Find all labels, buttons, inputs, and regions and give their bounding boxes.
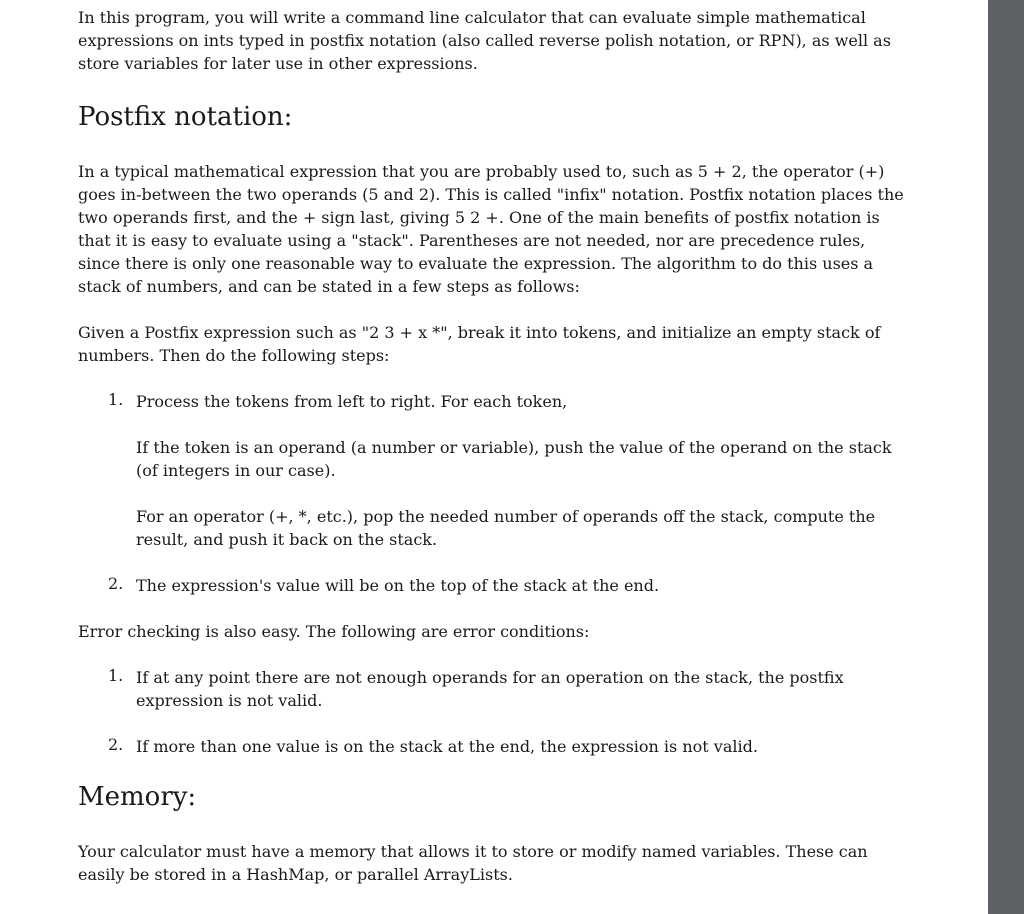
step-text-1: Process the tokens from left to right. For each token, (136, 392, 568, 411)
viewer-scroll-gutter[interactable] (988, 0, 1024, 914)
error-number-2: 2. (108, 735, 124, 754)
error-item-1 (78, 666, 908, 712)
errors-list (78, 666, 908, 758)
document-content (78, 6, 908, 886)
step-number-1: 1. (108, 390, 124, 409)
error-text-2: If more than one value is on the stack at the end, the expression is not valid. (136, 737, 758, 756)
postfix-heading: Postfix notation: (78, 102, 293, 132)
error-text-1: If at any point there are not enough operands for an operation on the stack, the postfix expression is not valid. (136, 668, 844, 710)
memory-heading: Memory: (78, 782, 197, 812)
step-item-2 (78, 574, 908, 597)
postfix-paragraph: In a typical mathematical expression that you are probably used to, such as 5 + 2, the operator (+) goes in-between the two operands (5 and 2). This is called "infix" notation. Postfix notation places the two operands first, and the + sign last, giving 5 2 +. One of the main benefits of postfix notation is that it is easy to evaluate using a "stack". Parentheses are not needed, nor are precedence rules, since there is only one reasonable way to evaluate the expression. The algorithm to do this uses a stack of numbers, and can be stated in a few steps as follows: (78, 162, 904, 296)
step-item-1 (78, 390, 908, 551)
step-operator-rule: For an operator (+, *, etc.), pop the needed number of operands off the stack, compute the result, and push it back on the stack. (136, 507, 876, 549)
error-item-2 (78, 735, 908, 758)
error-number-1: 1. (108, 666, 124, 685)
intro-paragraph: In this program, you will write a command line calculator that can evaluate simple mathematical expressions on ints typed in postfix notation (also called reverse polish notation, or RPN), as well as store variables for later use in other expressions. (78, 8, 891, 73)
steps-list (78, 390, 908, 597)
step-text-2: The expression's value will be on the top of the stack at the end. (136, 576, 660, 595)
step-operand-rule: If the token is an operand (a number or variable), push the value of the operand on the stack (of integers in our case). (136, 438, 892, 480)
given-paragraph: Given a Postfix expression such as "2 3 + x *", break it into tokens, and initialize an empty stack of numbers. Then do the following steps: (78, 323, 881, 365)
step-number-2: 2. (108, 574, 124, 593)
memory-paragraph: Your calculator must have a memory that allows it to store or modify named variables. These can easily be stored in a HashMap, or parallel ArrayLists. (78, 842, 868, 884)
error-paragraph: Error checking is also easy. The following are error conditions: (78, 622, 590, 641)
